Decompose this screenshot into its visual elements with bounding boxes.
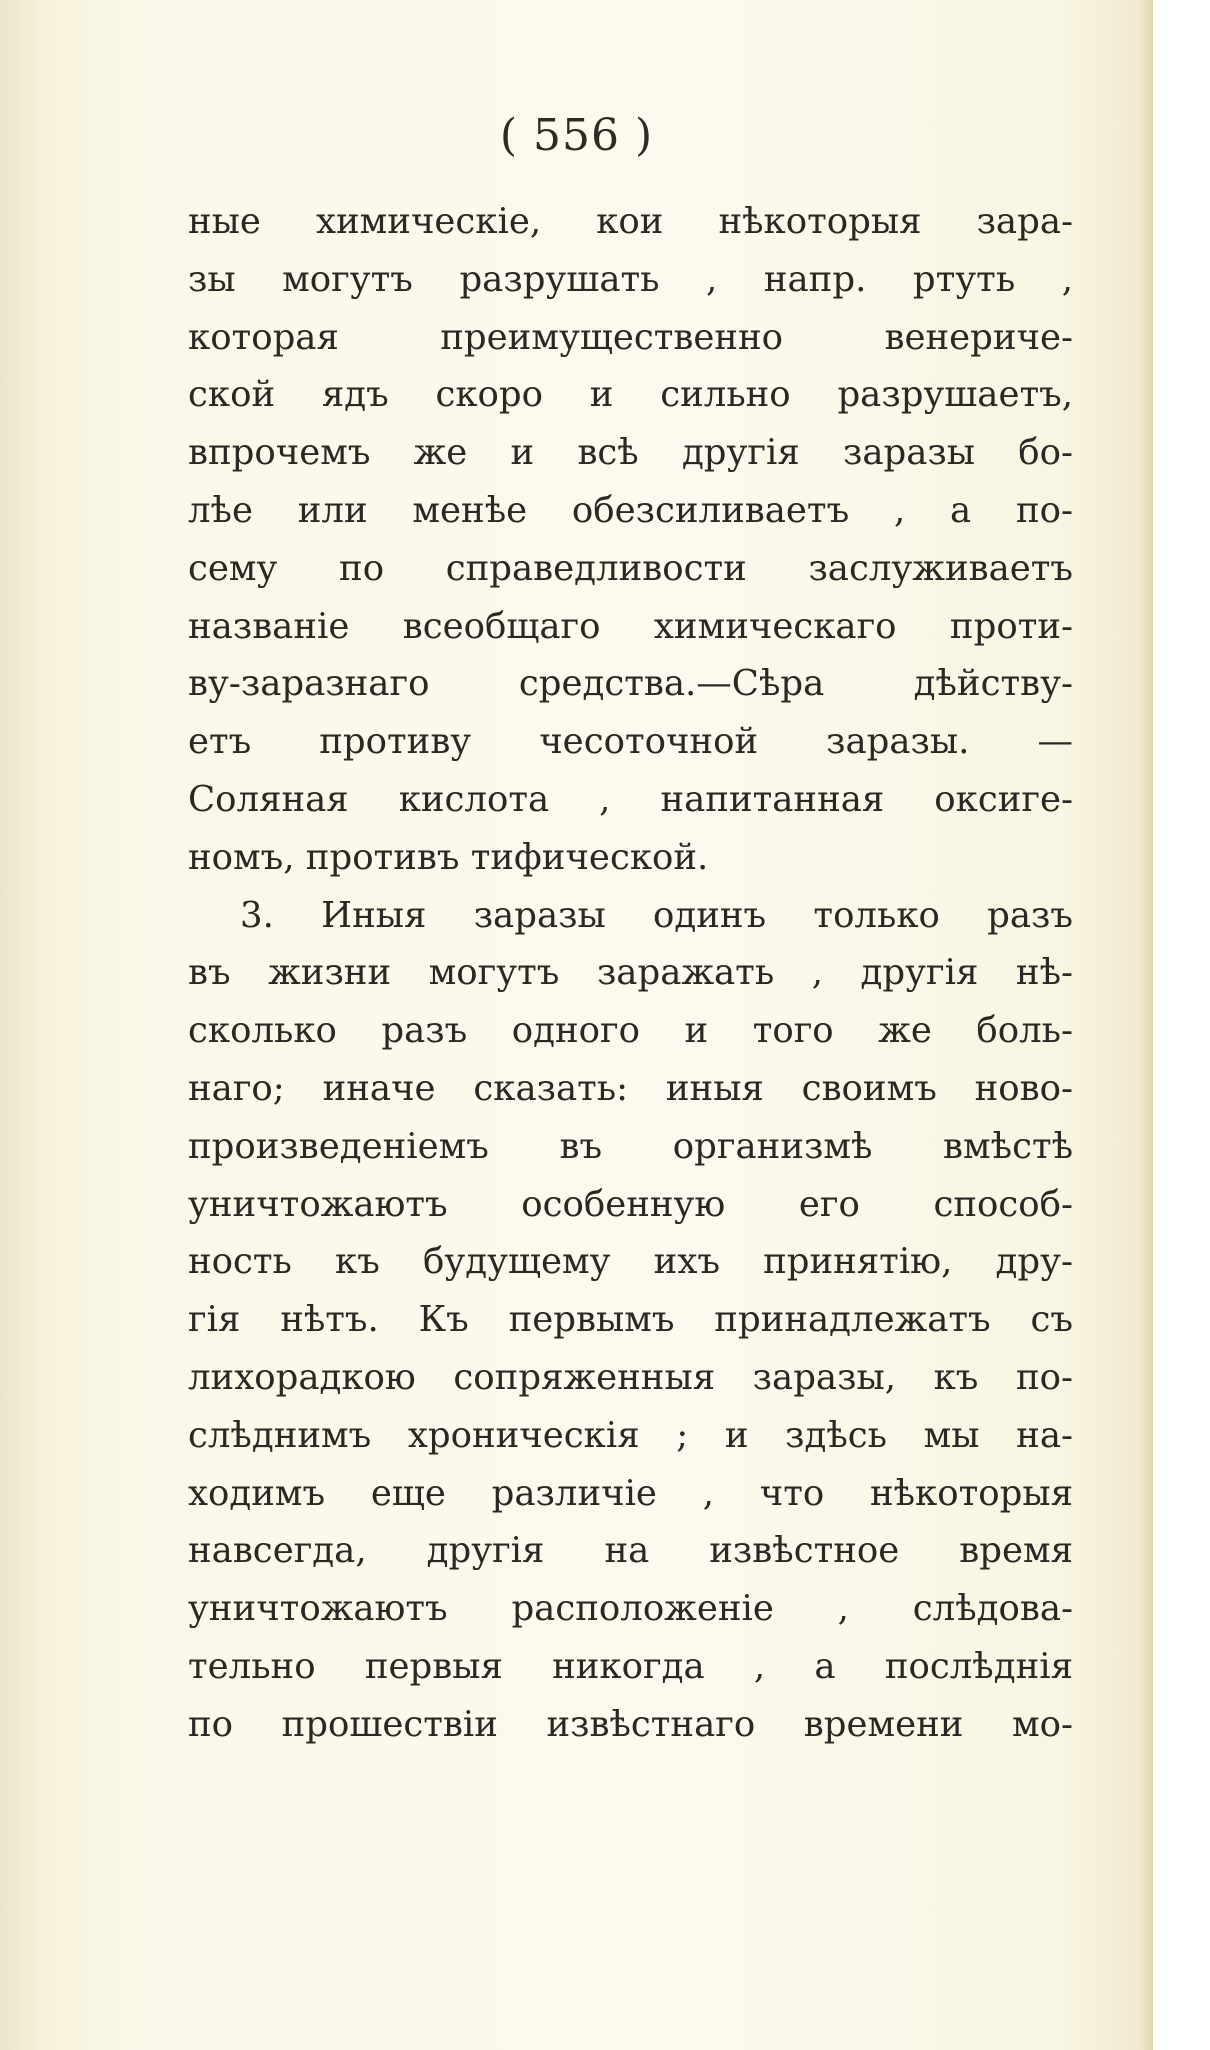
text-line: сколько разъ одного и того же боль- [188,1010,1073,1052]
text-line: ные химическіе, кои нѣкоторыя зара- [188,201,1073,242]
text-line: тельно первыя никогда , а послѣднія [188,1645,1073,1687]
text-line: Соляная кислота , напитанная оксиге- [188,778,1073,820]
text-line: которая преимущественно венериче- [188,316,1073,358]
text-line: номъ, противъ тифической. [188,836,709,878]
text-line: уничтожаютъ особенную его способ- [188,1183,1073,1225]
text-line: сему по справедливости заслуживаетъ [188,547,1073,589]
text-line: гія нѣтъ. Къ первымъ принадлежатъ съ [188,1299,1073,1341]
paragraph-start-line: 3. Иныя заразы одинъ только разъ [240,894,1073,936]
text-line: произведеніемъ въ организмѣ вмѣстѣ [188,1125,1073,1167]
text-line: впрочемъ же и всѣ другія заразы бо- [188,432,1073,474]
text-line: ходимъ еще различіе , что нѣкоторыя [188,1472,1073,1514]
text-line: лихорадкою сопряженныя заразы, къ по- [188,1356,1073,1398]
text-line: слѣднимъ хроническія ; и здѣсь мы на- [188,1414,1073,1456]
text-line: въ жизни могутъ заражать , другія нѣ- [188,952,1073,994]
body-text [188,193,1073,1754]
text-line: уничтожаютъ расположеніе , слѣдова- [188,1588,1073,1630]
text-line: етъ противу чесоточной заразы. — [188,721,1073,763]
text-line: названіе всеобщаго химическаго проти- [188,605,1073,647]
text-line: навсегда, другія на извѣстное время [188,1530,1073,1572]
page-number: ( 556 ) [499,110,654,161]
text-line: зы могутъ разрушать , напр. ртуть , [188,258,1073,300]
text-line: ву-заразнаго средства.—Сѣра дѣйству- [188,663,1073,705]
text-line: наго; иначе сказать: иныя своимъ ново- [188,1067,1073,1109]
text-line: по прошествіи извѣстнаго времени мо- [188,1703,1073,1745]
text-line: ность къ будущему ихъ принятію, дру- [188,1241,1073,1283]
text-line: ской ядъ скоро и сильно разрушаетъ, [188,374,1073,416]
text-line: лѣе или менѣе обезсиливаетъ , а по- [188,489,1073,531]
